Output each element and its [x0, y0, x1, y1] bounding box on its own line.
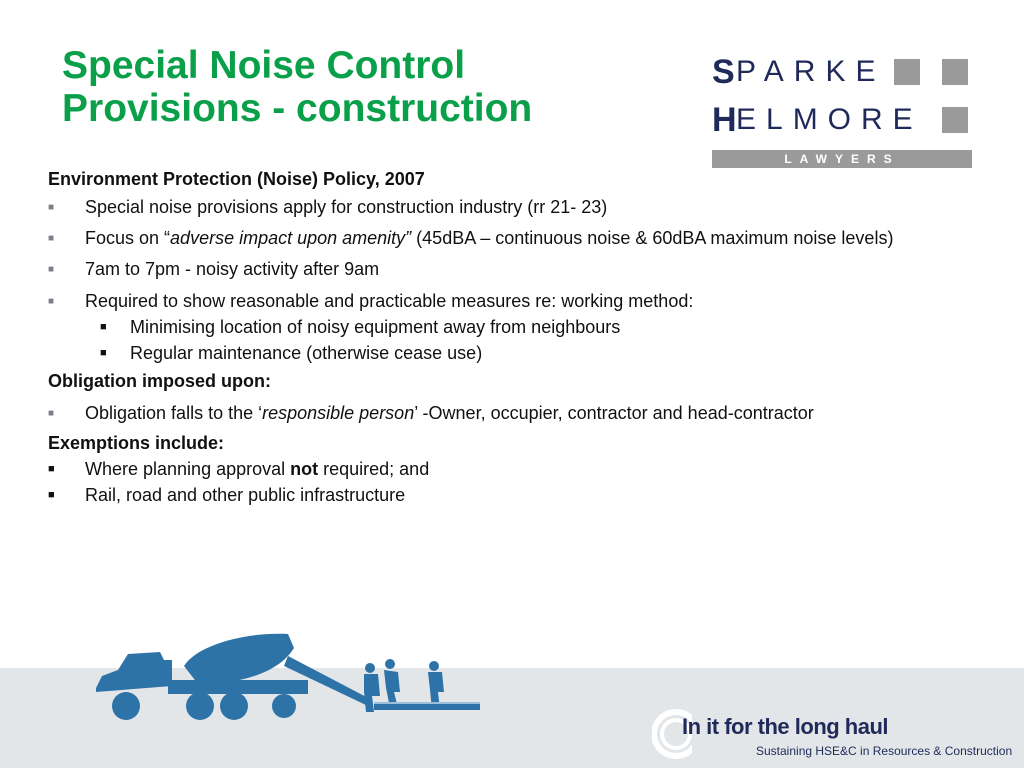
bullet-text: 7am to 7pm - noisy activity after 9am: [85, 259, 380, 279]
square-bullet-icon: ■: [48, 202, 55, 213]
bullet-item: [48, 456, 908, 482]
bullet-item: [48, 400, 908, 426]
slide-title: [62, 44, 532, 130]
square-bullet-icon: ■: [100, 347, 107, 359]
sub-bullet-text: Minimising location of noisy equipment away from neighbours: [130, 317, 621, 337]
heading-obligation: Obligation imposed upon:: [48, 371, 271, 391]
logo-lawyers-text: LAWYERS: [784, 152, 900, 166]
square-bullet-icon: ■: [48, 296, 55, 307]
square-bullet-icon: ■: [100, 321, 107, 333]
sparke-helmore-logo: [712, 54, 974, 170]
sub-bullet-item: [48, 314, 908, 340]
square-bullet-icon: ■: [48, 264, 55, 275]
tagline-subtext: Sustaining HSE&C in Resources & Construction: [756, 744, 1013, 758]
logo-square: [894, 59, 920, 85]
bullet-text: Required to show reasonable and practicable measures re: working method:: [85, 291, 694, 311]
bullet-item: [48, 225, 908, 251]
square-bullet-icon: ■: [48, 489, 55, 501]
bullet-item: [48, 194, 908, 220]
exemption-text-post: required; and: [318, 459, 430, 479]
bullet-text: Rail, road and other public infrastructure: [85, 485, 406, 505]
focus-text-pre: Focus on “: [85, 228, 171, 248]
construction-truck-illustration: [88, 626, 488, 726]
logo-initial-s: S: [712, 52, 735, 91]
heading-policy: Environment Protection (Noise) Policy, 2007: [48, 169, 425, 189]
obligation-text-pre: Obligation falls to the ‘: [85, 403, 263, 423]
sub-bullet-text: Regular maintenance (otherwise cease use): [130, 343, 483, 363]
exemption-text-strong: not: [290, 459, 319, 479]
focus-text-emphasis: adverse impact upon amenity”: [170, 228, 412, 248]
tagline-badge: [652, 700, 1012, 768]
logo-initial-h: H: [712, 100, 737, 139]
square-bullet-icon: ■: [48, 463, 55, 475]
tagline-text: In it for the long haul: [682, 714, 889, 739]
focus-text-post: (45dBA – continuous noise & 60dBA maximum noise levels): [411, 228, 894, 248]
logo-row-1: [712, 54, 885, 90]
slide-body: [48, 166, 908, 508]
title-line-1: Special Noise Control: [62, 44, 466, 87]
square-bullet-icon: ■: [48, 408, 55, 419]
logo-row-2: [712, 102, 923, 138]
obligation-text-post: ’ -Owner, occupier, contractor and head-contractor: [414, 403, 814, 423]
logo-word-sparke: PARKE: [736, 55, 886, 88]
logo-square: [942, 107, 968, 133]
bullet-item: [48, 482, 908, 508]
heading-exemptions: Exemptions include:: [48, 433, 225, 453]
obligation-text-emphasis: responsible person: [262, 403, 415, 423]
logo-square: [942, 59, 968, 85]
exemption-text-pre: Where planning approval: [85, 459, 291, 479]
sub-bullet-item: [48, 340, 908, 366]
bullet-item: [48, 256, 908, 282]
square-bullet-icon: ■: [48, 233, 55, 244]
bullet-text: Special noise provisions apply for construction industry (rr 21- 23): [85, 197, 608, 217]
title-line-2: Provisions - construction: [62, 87, 533, 130]
bullet-item: [48, 288, 908, 314]
logo-word-helmore: ELMORE: [736, 103, 923, 136]
